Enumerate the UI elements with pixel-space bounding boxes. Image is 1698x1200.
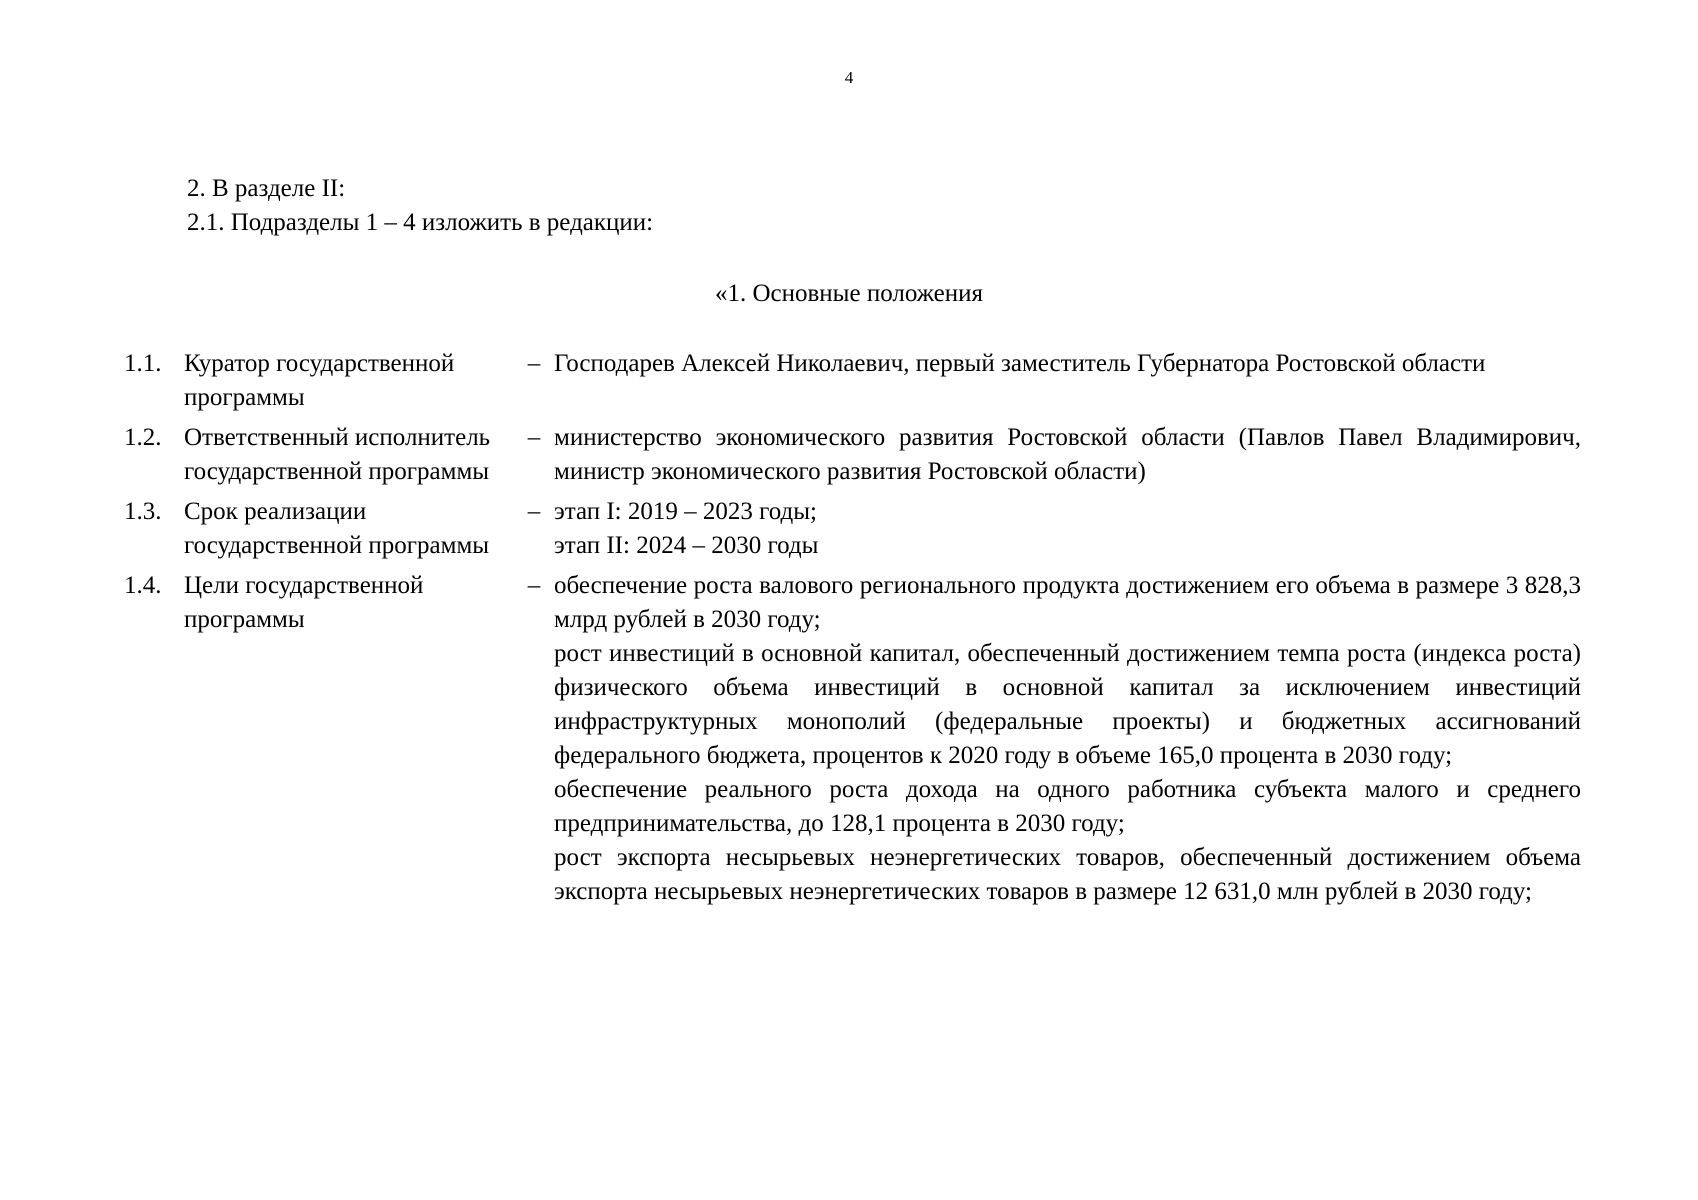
section-heading: «1. Основные положения bbox=[714, 280, 984, 307]
value-paragraph: этап I: 2019 – 2023 годы; bbox=[554, 498, 818, 525]
passport-row-executor bbox=[124, 421, 1581, 489]
row-name: Куратор государственной программы bbox=[184, 350, 455, 411]
row-number: 1.4. bbox=[124, 572, 162, 599]
passport-row-term bbox=[124, 495, 1581, 563]
row-dash: – bbox=[527, 572, 541, 599]
intro-line-subsections: 2.1. Подразделы 1 – 4 изложить в редакции: bbox=[187, 209, 654, 236]
value-paragraph: рост инвестиций в основной капитал, обеспеченный достижением темпа роста (индекса роста) физического объема инвестиций в основной капитал за исключением инвестиций инфраструктурных монополий (федеральные проекты) и бюджетных ассигнований федерального бюджета, процентов к 2020 году в объеме 165,0 процента в 2030 году; bbox=[554, 640, 1581, 769]
row-value bbox=[554, 421, 1581, 489]
row-number: 1.1. bbox=[124, 350, 162, 377]
row-value bbox=[554, 347, 1581, 415]
intro-line-section: 2. В разделе II: bbox=[187, 175, 346, 202]
row-value bbox=[554, 569, 1581, 909]
row-name: Цели государственной программы bbox=[184, 572, 424, 633]
row-number: 1.3. bbox=[124, 498, 162, 525]
row-dash: – bbox=[527, 424, 541, 451]
value-paragraph: министерство экономического развития Ростовской области (Павлов Павел Владимирович, министр экономического развития Ростовской области) bbox=[554, 424, 1581, 485]
value-paragraph: рост экспорта несырьевых неэнергетических товаров, обеспеченный достижением объема экспорта несырьевых неэнергетических товаров в размере 12 631,0 млн рублей в 2030 году; bbox=[554, 844, 1581, 905]
page-number: 4 bbox=[844, 68, 854, 87]
value-paragraph: обеспечение реального роста дохода на одного работника субъекта малого и среднего предпринимательства, до 128,1 процента в 2030 году; bbox=[554, 776, 1581, 837]
row-value bbox=[554, 495, 1581, 563]
intro-block bbox=[187, 172, 653, 240]
passport-row-curator bbox=[124, 347, 1581, 415]
row-number: 1.2. bbox=[124, 424, 162, 451]
row-dash: – bbox=[527, 350, 541, 377]
row-name: Срок реализации государственной программы bbox=[184, 498, 490, 559]
row-name: Ответственный исполнитель государственной программы bbox=[184, 424, 491, 485]
row-dash: – bbox=[527, 498, 541, 525]
value-paragraph: обеспечение роста валового регионального продукта достижением его объема в размере 3 828,3 млрд рублей в 2030 году; bbox=[554, 572, 1581, 633]
passport-row-goals bbox=[124, 569, 1581, 909]
value-paragraph: этап II: 2024 – 2030 годы bbox=[554, 532, 819, 559]
value-paragraph: Господарев Алексей Николаевич, первый заместитель Губернатора Ростовской области bbox=[554, 350, 1486, 377]
program-passport-table bbox=[124, 347, 1581, 915]
